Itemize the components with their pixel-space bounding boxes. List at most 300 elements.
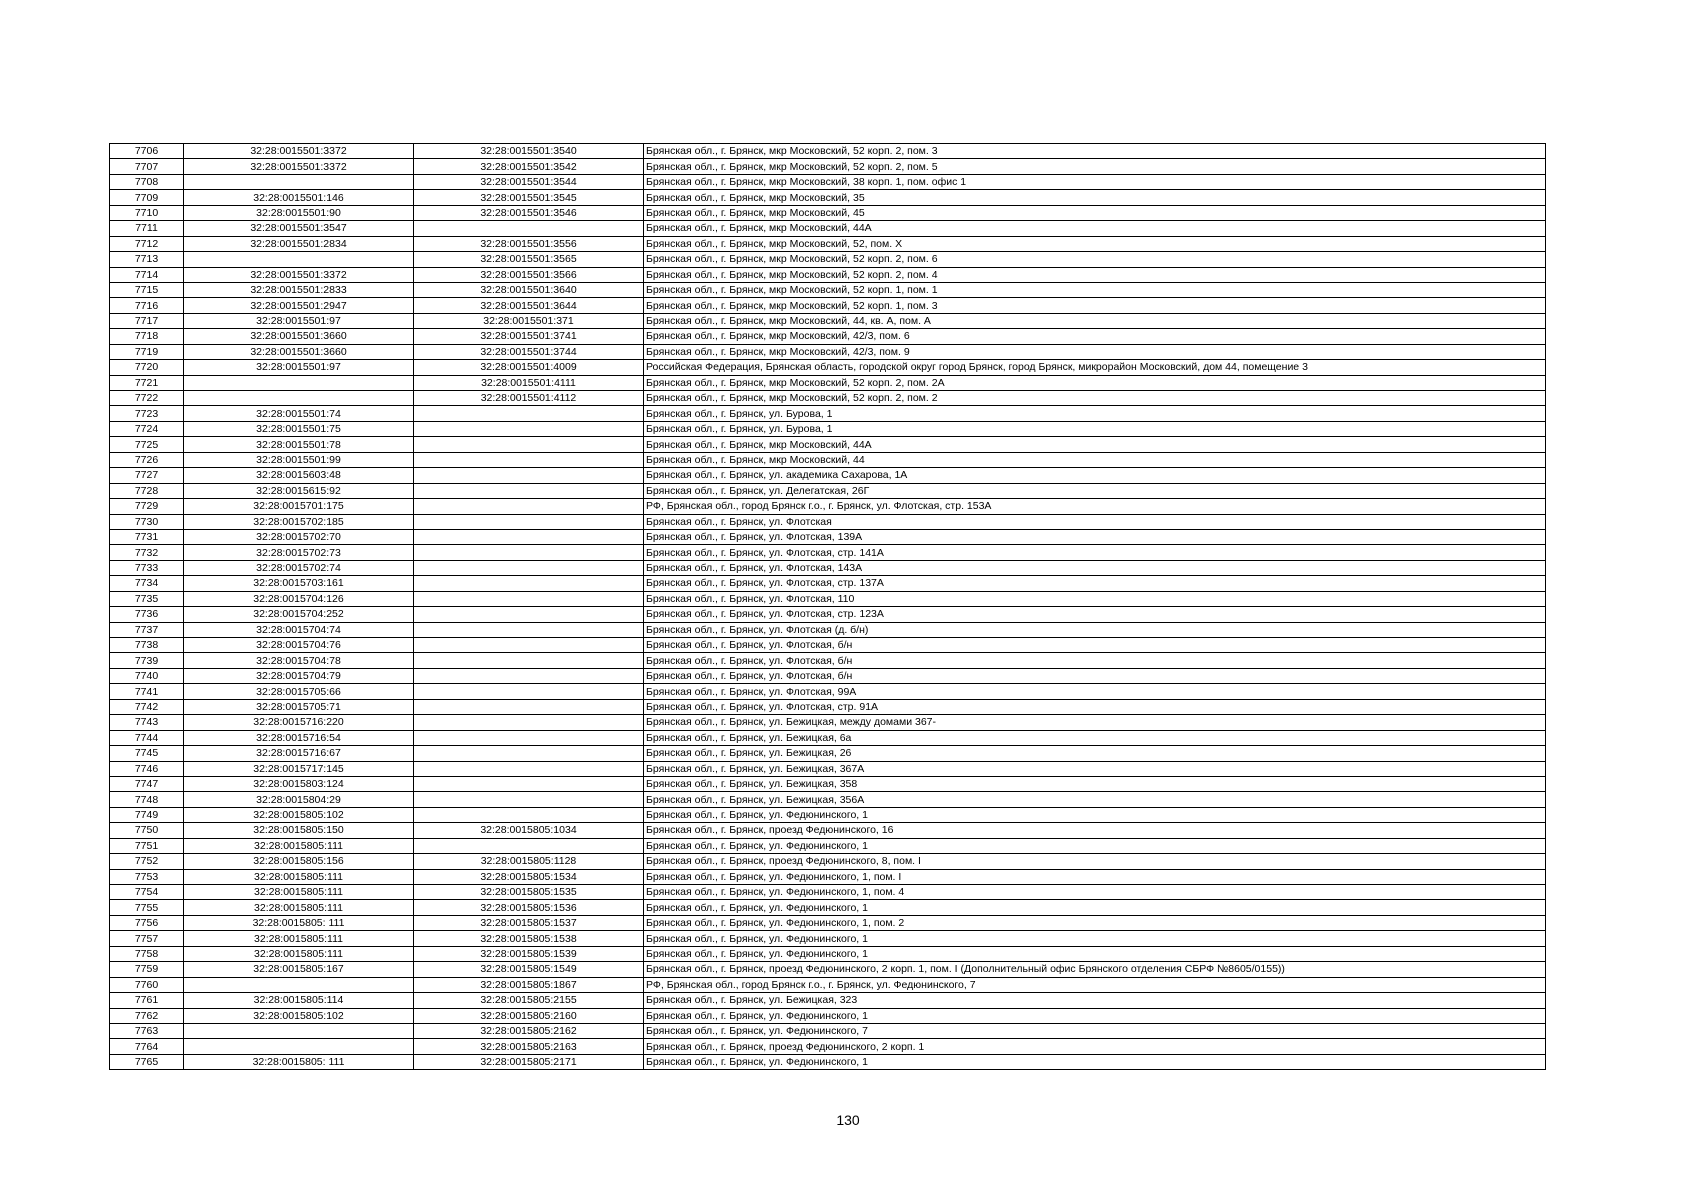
- row-number: 7753: [110, 869, 184, 884]
- table-row: [110, 638, 1546, 653]
- row-number: 7746: [110, 761, 184, 776]
- table-row: [110, 452, 1546, 467]
- cadastral-number-land: 32:28:0015501:97: [184, 313, 414, 328]
- address: Брянская обл., г. Брянск, ул. Бежицкая, 367А: [644, 761, 1546, 776]
- cadastral-number-land: [184, 252, 414, 267]
- cadastral-number-land: 32:28:0015704:74: [184, 622, 414, 637]
- cadastral-number-land: 32:28:0015704:76: [184, 638, 414, 653]
- row-number: 7755: [110, 900, 184, 915]
- table-row: [110, 699, 1546, 714]
- address: Брянская обл., г. Брянск, мкр Московский, 44А: [644, 221, 1546, 236]
- cadastral-number-land: 32:28:0015805:111: [184, 900, 414, 915]
- cadastral-number-land: [184, 1039, 414, 1054]
- cadastral-number-object: 32:28:0015805:1867: [414, 977, 644, 992]
- cadastral-number-land: 32:28:0015702:74: [184, 560, 414, 575]
- cadastral-number-object: [414, 668, 644, 683]
- row-number: 7742: [110, 699, 184, 714]
- row-number: 7751: [110, 838, 184, 853]
- row-number: 7716: [110, 298, 184, 313]
- cadastral-number-object: [414, 699, 644, 714]
- address: Брянская обл., г. Брянск, ул. Федюнинского, 1: [644, 1008, 1546, 1023]
- table-row: [110, 1008, 1546, 1023]
- cadastral-number-land: 32:28:0015501:75: [184, 421, 414, 436]
- cadastral-number-land: 32:28:0015702:70: [184, 529, 414, 544]
- address: Брянская обл., г. Брянск, ул. академика Сахарова, 1А: [644, 468, 1546, 483]
- cadastral-number-land: 32:28:0015716:67: [184, 746, 414, 761]
- cadastral-number-object: 32:28:0015501:3744: [414, 344, 644, 359]
- table-row: [110, 391, 1546, 406]
- address: Брянская обл., г. Брянск, мкр Московский, 52, пом. X: [644, 236, 1546, 251]
- cadastral-number-land: 32:28:0015702:185: [184, 514, 414, 529]
- table-row: [110, 761, 1546, 776]
- address: РФ, Брянская обл., город Брянск г.о., г. Брянск, ул. Федюнинского, 7: [644, 977, 1546, 992]
- row-number: 7708: [110, 174, 184, 189]
- address: Брянская обл., г. Брянск, ул. Флотская, 110: [644, 591, 1546, 606]
- table-row: [110, 344, 1546, 359]
- table-row: [110, 854, 1546, 869]
- table-row: [110, 545, 1546, 560]
- cadastral-number-land: [184, 391, 414, 406]
- row-number: 7727: [110, 468, 184, 483]
- address: Брянская обл., г. Брянск, мкр Московский, 52 корп. 1, пом. 1: [644, 282, 1546, 297]
- address: Брянская обл., г. Брянск, ул. Федюнинского, 1: [644, 900, 1546, 915]
- row-number: 7719: [110, 344, 184, 359]
- address: Брянская обл., г. Брянск, мкр Московский, 52 корп. 2, пом. 5: [644, 159, 1546, 174]
- cadastral-number-object: [414, 761, 644, 776]
- cadastral-number-land: 32:28:0015705:71: [184, 699, 414, 714]
- document-page: [109, 143, 1545, 1070]
- address: Брянская обл., г. Брянск, мкр Московский, 52 корп. 2, пом. 2: [644, 391, 1546, 406]
- address: Брянская обл., г. Брянск, ул. Флотская, стр. 91А: [644, 699, 1546, 714]
- address: Брянская обл., г. Брянск, мкр Московский, 45: [644, 205, 1546, 220]
- address: Брянская обл., г. Брянск, ул. Флотская, 143А: [644, 560, 1546, 575]
- cadastral-number-land: [184, 375, 414, 390]
- cadastral-number-object: [414, 622, 644, 637]
- address: Брянская обл., г. Брянск, ул. Бежицкая, 356А: [644, 792, 1546, 807]
- cadastral-number-land: [184, 1023, 414, 1038]
- address: Брянская обл., г. Брянск, ул. Флотская, стр. 141А: [644, 545, 1546, 560]
- cadastral-number-object: [414, 746, 644, 761]
- row-number: 7763: [110, 1023, 184, 1038]
- cadastral-number-object: 32:28:0015805:1537: [414, 915, 644, 930]
- cadastral-number-object: [414, 776, 644, 791]
- table-row: [110, 236, 1546, 251]
- cadastral-number-object: [414, 591, 644, 606]
- cadastral-number-land: 32:28:0015716:220: [184, 715, 414, 730]
- cadastral-number-object: 32:28:0015501:4112: [414, 391, 644, 406]
- cadastral-number-land: 32:28:0015501:78: [184, 437, 414, 452]
- row-number: 7706: [110, 144, 184, 159]
- table-row: [110, 1023, 1546, 1038]
- cadastral-number-land: 32:28:0015603:48: [184, 468, 414, 483]
- address: Брянская обл., г. Брянск, проезд Федюнинского, 2 корп. 1: [644, 1039, 1546, 1054]
- table-row: [110, 915, 1546, 930]
- row-number: 7720: [110, 360, 184, 375]
- address: Брянская обл., г. Брянск, мкр Московский, 52 корп. 2, пом. 2А: [644, 375, 1546, 390]
- address: Брянская обл., г. Брянск, мкр Московский, 44: [644, 452, 1546, 467]
- row-number: 7760: [110, 977, 184, 992]
- address: Брянская обл., г. Брянск, мкр Московский, 42/3, пом. 9: [644, 344, 1546, 359]
- cadastral-number-object: 32:28:0015805:1549: [414, 962, 644, 977]
- address: Брянская обл., г. Брянск, ул. Флотская: [644, 514, 1546, 529]
- cadastral-number-object: 32:28:0015501:4111: [414, 375, 644, 390]
- address: РФ, Брянская обл., город Брянск г.о., г. Брянск, ул. Флотская, стр. 153А: [644, 499, 1546, 514]
- table-row: [110, 282, 1546, 297]
- table-row: [110, 946, 1546, 961]
- row-number: 7734: [110, 576, 184, 591]
- cadastral-number-land: 32:28:0015615:92: [184, 483, 414, 498]
- row-number: 7764: [110, 1039, 184, 1054]
- address: Брянская обл., г. Брянск, проезд Федюнинского, 16: [644, 823, 1546, 838]
- address: Брянская обл., г. Брянск, ул. Делегатская, 26Г: [644, 483, 1546, 498]
- row-number: 7748: [110, 792, 184, 807]
- row-number: 7747: [110, 776, 184, 791]
- row-number: 7738: [110, 638, 184, 653]
- table-row: [110, 792, 1546, 807]
- row-number: 7721: [110, 375, 184, 390]
- cadastral-number-object: 32:28:0015805:2171: [414, 1054, 644, 1069]
- address: Брянская обл., г. Брянск, ул. Федюнинского, 1, пом. I: [644, 869, 1546, 884]
- address: Брянская обл., г. Брянск, ул. Бежицкая, 358: [644, 776, 1546, 791]
- cadastral-number-object: [414, 499, 644, 514]
- row-number: 7711: [110, 221, 184, 236]
- cadastral-number-object: 32:28:0015805:1128: [414, 854, 644, 869]
- cadastral-number-land: 32:28:0015701:175: [184, 499, 414, 514]
- cadastral-number-land: 32:28:0015501:3372: [184, 267, 414, 282]
- row-number: 7739: [110, 653, 184, 668]
- address: Брянская обл., г. Брянск, мкр Московский, 44А: [644, 437, 1546, 452]
- cadastral-number-object: [414, 529, 644, 544]
- table-row: [110, 499, 1546, 514]
- table-row: [110, 406, 1546, 421]
- row-number: 7722: [110, 391, 184, 406]
- table-row: [110, 174, 1546, 189]
- address: Брянская обл., г. Брянск, ул. Флотская, 99А: [644, 684, 1546, 699]
- cadastral-number-object: [414, 715, 644, 730]
- cadastral-number-object: [414, 452, 644, 467]
- row-number: 7761: [110, 993, 184, 1008]
- row-number: 7736: [110, 607, 184, 622]
- cadastral-number-object: 32:28:0015501:3640: [414, 282, 644, 297]
- cadastral-number-land: 32:28:0015501:3660: [184, 344, 414, 359]
- table-row: [110, 560, 1546, 575]
- cadastral-number-land: 32:28:0015805:102: [184, 1008, 414, 1023]
- cadastral-number-object: [414, 730, 644, 745]
- cadastral-number-object: [414, 653, 644, 668]
- address: Брянская обл., г. Брянск, ул. Флотская, б/н: [644, 638, 1546, 653]
- cadastral-number-land: 32:28:0015501:3372: [184, 144, 414, 159]
- table-row: [110, 715, 1546, 730]
- row-number: 7731: [110, 529, 184, 544]
- cadastral-number-land: 32:28:0015501:74: [184, 406, 414, 421]
- cadastral-number-land: 32:28:0015804:29: [184, 792, 414, 807]
- row-number: 7725: [110, 437, 184, 452]
- cadastral-number-land: 32:28:0015805:111: [184, 885, 414, 900]
- table-row: [110, 622, 1546, 637]
- address: Брянская обл., г. Брянск, проезд Федюнинского, 8, пом. I: [644, 854, 1546, 869]
- cadastral-number-object: 32:28:0015805:1535: [414, 885, 644, 900]
- row-number: 7758: [110, 946, 184, 961]
- cadastral-number-object: [414, 421, 644, 436]
- registry-table-body: [110, 144, 1546, 1070]
- row-number: 7765: [110, 1054, 184, 1069]
- table-row: [110, 1039, 1546, 1054]
- cadastral-number-land: 32:28:0015704:78: [184, 653, 414, 668]
- row-number: 7743: [110, 715, 184, 730]
- table-row: [110, 776, 1546, 791]
- address: Брянская обл., г. Брянск, ул. Бежицкая, 6а: [644, 730, 1546, 745]
- address: Брянская обл., г. Брянск, мкр Московский, 38 корп. 1, пом. офис 1: [644, 174, 1546, 189]
- cadastral-number-land: 32:28:0015703:161: [184, 576, 414, 591]
- table-row: [110, 576, 1546, 591]
- cadastral-number-object: [414, 807, 644, 822]
- cadastral-number-land: 32:28:0015501:3372: [184, 159, 414, 174]
- registry-table: [109, 143, 1546, 1070]
- row-number: 7717: [110, 313, 184, 328]
- table-row: [110, 329, 1546, 344]
- table-row: [110, 993, 1546, 1008]
- cadastral-number-land: 32:28:0015702:73: [184, 545, 414, 560]
- table-row: [110, 514, 1546, 529]
- page-number: 130: [836, 1112, 860, 1128]
- table-row: [110, 1054, 1546, 1069]
- cadastral-number-land: 32:28:0015501:90: [184, 205, 414, 220]
- table-row: [110, 746, 1546, 761]
- cadastral-number-land: 32:28:0015805:111: [184, 869, 414, 884]
- address: Брянская обл., г. Брянск, ул. Флотская, стр. 137А: [644, 576, 1546, 591]
- table-row: [110, 421, 1546, 436]
- cadastral-number-object: [414, 838, 644, 853]
- table-row: [110, 931, 1546, 946]
- row-number: 7723: [110, 406, 184, 421]
- address: Брянская обл., г. Брянск, ул. Бежицкая, 323: [644, 993, 1546, 1008]
- cadastral-number-object: 32:28:0015501:3540: [414, 144, 644, 159]
- row-number: 7745: [110, 746, 184, 761]
- address: Брянская обл., г. Брянск, ул. Флотская, б/н: [644, 668, 1546, 683]
- cadastral-number-land: 32:28:0015704:126: [184, 591, 414, 606]
- address: Брянская обл., г. Брянск, мкр Московский, 52 корп. 2, пом. 3: [644, 144, 1546, 159]
- address: Брянская обл., г. Брянск, проезд Федюнинского, 2 корп. 1, пом. I (Дополнительный офис Брянского отделения СБРФ №8605/0155)): [644, 962, 1546, 977]
- address: Брянская обл., г. Брянск, мкр Московский, 52 корп. 2, пом. 4: [644, 267, 1546, 282]
- address: Брянская обл., г. Брянск, ул. Бежицкая, 26: [644, 746, 1546, 761]
- address: Брянская обл., г. Брянск, ул. Флотская (д. б/н): [644, 622, 1546, 637]
- table-row: [110, 668, 1546, 683]
- table-row: [110, 360, 1546, 375]
- row-number: 7749: [110, 807, 184, 822]
- row-number: 7709: [110, 190, 184, 205]
- row-number: 7762: [110, 1008, 184, 1023]
- table-row: [110, 591, 1546, 606]
- table-row: [110, 807, 1546, 822]
- cadastral-number-land: 32:28:0015805:111: [184, 931, 414, 946]
- cadastral-number-land: 32:28:0015501:3547: [184, 221, 414, 236]
- cadastral-number-land: 32:28:0015501:3660: [184, 329, 414, 344]
- table-row: [110, 684, 1546, 699]
- row-number: 7741: [110, 684, 184, 699]
- row-number: 7740: [110, 668, 184, 683]
- address: Брянская обл., г. Брянск, мкр Московский, 44, кв. А, пом. А: [644, 313, 1546, 328]
- row-number: 7754: [110, 885, 184, 900]
- row-number: 7733: [110, 560, 184, 575]
- row-number: 7737: [110, 622, 184, 637]
- row-number: 7713: [110, 252, 184, 267]
- address: Брянская обл., г. Брянск, ул. Флотская, 139А: [644, 529, 1546, 544]
- cadastral-number-object: 32:28:0015805:1034: [414, 823, 644, 838]
- table-row: [110, 267, 1546, 282]
- cadastral-number-land: 32:28:0015805:156: [184, 854, 414, 869]
- address: Брянская обл., г. Брянск, ул. Федюнинского, 1: [644, 946, 1546, 961]
- address: Брянская обл., г. Брянск, мкр Московский, 52 корп. 2, пом. 6: [644, 252, 1546, 267]
- cadastral-number-land: 32:28:0015501:97: [184, 360, 414, 375]
- table-row: [110, 190, 1546, 205]
- table-row: [110, 607, 1546, 622]
- cadastral-number-object: 32:28:0015805:1534: [414, 869, 644, 884]
- cadastral-number-object: 32:28:0015501:3542: [414, 159, 644, 174]
- table-row: [110, 252, 1546, 267]
- row-number: 7726: [110, 452, 184, 467]
- cadastral-number-land: 32:28:0015704:252: [184, 607, 414, 622]
- cadastral-number-land: 32:28:0015805:114: [184, 993, 414, 1008]
- cadastral-number-object: 32:28:0015501:3741: [414, 329, 644, 344]
- cadastral-number-object: [414, 560, 644, 575]
- cadastral-number-object: 32:28:0015501:3566: [414, 267, 644, 282]
- cadastral-number-object: [414, 221, 644, 236]
- cadastral-number-land: 32:28:0015805:150: [184, 823, 414, 838]
- cadastral-number-object: 32:28:0015501:3545: [414, 190, 644, 205]
- cadastral-number-object: [414, 607, 644, 622]
- row-number: 7735: [110, 591, 184, 606]
- row-number: 7732: [110, 545, 184, 560]
- table-row: [110, 205, 1546, 220]
- address: Брянская обл., г. Брянск, мкр Московский, 42/3, пом. 6: [644, 329, 1546, 344]
- address: Брянская обл., г. Брянск, ул. Флотская, б/н: [644, 653, 1546, 668]
- table-row: [110, 437, 1546, 452]
- row-number: 7729: [110, 499, 184, 514]
- address: Брянская обл., г. Брянск, ул. Федюнинского, 1: [644, 807, 1546, 822]
- table-row: [110, 869, 1546, 884]
- cadastral-number-land: 32:28:0015805: 111: [184, 915, 414, 930]
- cadastral-number-object: 32:28:0015501:371: [414, 313, 644, 328]
- address: Брянская обл., г. Брянск, ул. Флотская, стр. 123А: [644, 607, 1546, 622]
- cadastral-number-land: 32:28:0015805:167: [184, 962, 414, 977]
- cadastral-number-land: 32:28:0015805:111: [184, 838, 414, 853]
- cadastral-number-object: 32:28:0015805:2162: [414, 1023, 644, 1038]
- table-row: [110, 653, 1546, 668]
- row-number: 7712: [110, 236, 184, 251]
- cadastral-number-object: 32:28:0015805:1536: [414, 900, 644, 915]
- cadastral-number-land: [184, 977, 414, 992]
- cadastral-number-object: [414, 483, 644, 498]
- row-number: 7744: [110, 730, 184, 745]
- address: Брянская обл., г. Брянск, ул. Федюнинского, 1: [644, 838, 1546, 853]
- address: Брянская обл., г. Брянск, ул. Федюнинского, 1: [644, 1054, 1546, 1069]
- table-row: [110, 159, 1546, 174]
- cadastral-number-object: [414, 792, 644, 807]
- row-number: 7750: [110, 823, 184, 838]
- row-number: 7759: [110, 962, 184, 977]
- cadastral-number-land: 32:28:0015501:146: [184, 190, 414, 205]
- table-row: [110, 483, 1546, 498]
- row-number: 7715: [110, 282, 184, 297]
- address: Брянская обл., г. Брянск, мкр Московский, 35: [644, 190, 1546, 205]
- address: Брянская обл., г. Брянск, ул. Бежицкая, между домами 367-: [644, 715, 1546, 730]
- cadastral-number-object: 32:28:0015501:4009: [414, 360, 644, 375]
- cadastral-number-object: [414, 437, 644, 452]
- row-number: 7710: [110, 205, 184, 220]
- cadastral-number-object: [414, 638, 644, 653]
- cadastral-number-land: 32:28:0015704:79: [184, 668, 414, 683]
- cadastral-number-object: 32:28:0015805:2163: [414, 1039, 644, 1054]
- cadastral-number-land: 32:28:0015803:124: [184, 776, 414, 791]
- table-row: [110, 885, 1546, 900]
- row-number: 7707: [110, 159, 184, 174]
- table-row: [110, 529, 1546, 544]
- row-number: 7718: [110, 329, 184, 344]
- table-row: [110, 838, 1546, 853]
- cadastral-number-land: [184, 174, 414, 189]
- table-row: [110, 144, 1546, 159]
- cadastral-number-object: [414, 406, 644, 421]
- table-row: [110, 221, 1546, 236]
- address: Брянская обл., г. Брянск, ул. Бурова, 1: [644, 421, 1546, 436]
- cadastral-number-land: 32:28:0015501:2833: [184, 282, 414, 297]
- cadastral-number-object: [414, 514, 644, 529]
- table-row: [110, 823, 1546, 838]
- cadastral-number-object: 32:28:0015805:2160: [414, 1008, 644, 1023]
- cadastral-number-object: [414, 545, 644, 560]
- cadastral-number-land: 32:28:0015805: 111: [184, 1054, 414, 1069]
- row-number: 7752: [110, 854, 184, 869]
- row-number: 7728: [110, 483, 184, 498]
- cadastral-number-object: 32:28:0015805:1539: [414, 946, 644, 961]
- cadastral-number-land: 32:28:0015805:111: [184, 946, 414, 961]
- cadastral-number-object: [414, 468, 644, 483]
- table-row: [110, 375, 1546, 390]
- row-number: 7714: [110, 267, 184, 282]
- row-number: 7724: [110, 421, 184, 436]
- cadastral-number-object: 32:28:0015501:3556: [414, 236, 644, 251]
- table-row: [110, 468, 1546, 483]
- cadastral-number-land: 32:28:0015501:99: [184, 452, 414, 467]
- cadastral-number-object: 32:28:0015805:2155: [414, 993, 644, 1008]
- address: Брянская обл., г. Брянск, ул. Федюнинского, 1, пом. 2: [644, 915, 1546, 930]
- cadastral-number-land: 32:28:0015717:145: [184, 761, 414, 776]
- table-row: [110, 730, 1546, 745]
- row-number: 7730: [110, 514, 184, 529]
- address: Брянская обл., г. Брянск, ул. Федюнинского, 7: [644, 1023, 1546, 1038]
- cadastral-number-land: 32:28:0015805:102: [184, 807, 414, 822]
- table-row: [110, 977, 1546, 992]
- cadastral-number-object: 32:28:0015501:3644: [414, 298, 644, 313]
- address: Брянская обл., г. Брянск, ул. Федюнинского, 1: [644, 931, 1546, 946]
- cadastral-number-object: [414, 576, 644, 591]
- address: Брянская обл., г. Брянск, ул. Бурова, 1: [644, 406, 1546, 421]
- cadastral-number-object: 32:28:0015501:3565: [414, 252, 644, 267]
- cadastral-number-object: 32:28:0015805:1538: [414, 931, 644, 946]
- address: Брянская обл., г. Брянск, ул. Федюнинского, 1, пом. 4: [644, 885, 1546, 900]
- cadastral-number-land: 32:28:0015501:2947: [184, 298, 414, 313]
- address: Российская Федерация, Брянская область, городской округ город Брянск, город Брянск, микрорайон Московский, дом 44, помещение 3: [644, 360, 1546, 375]
- table-row: [110, 313, 1546, 328]
- row-number: 7756: [110, 915, 184, 930]
- table-row: [110, 962, 1546, 977]
- table-row: [110, 900, 1546, 915]
- cadastral-number-object: [414, 684, 644, 699]
- cadastral-number-land: 32:28:0015501:2834: [184, 236, 414, 251]
- cadastral-number-land: 32:28:0015716:54: [184, 730, 414, 745]
- cadastral-number-object: 32:28:0015501:3546: [414, 205, 644, 220]
- address: Брянская обл., г. Брянск, мкр Московский, 52 корп. 1, пом. 3: [644, 298, 1546, 313]
